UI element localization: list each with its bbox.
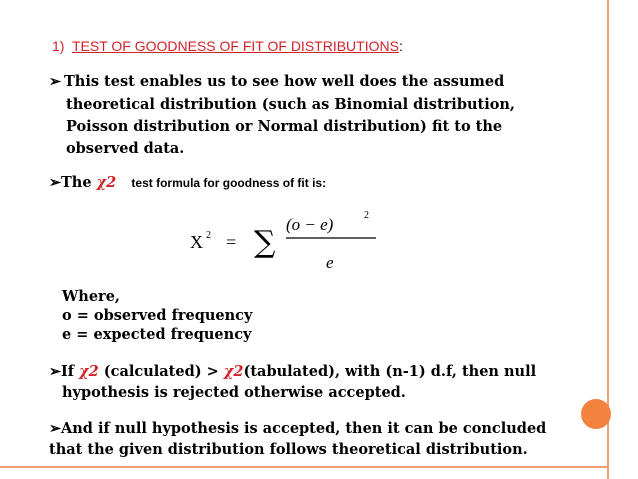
decision-tabulated: (tabulated), with (n-1) d.f, then null: [243, 363, 537, 380]
formula-equals: =: [226, 232, 237, 252]
where-o-definition: o = observed frequency: [62, 307, 253, 324]
conclusion-line-1: And if null hypothesis is accepted, then it can be concluded: [61, 420, 547, 437]
bullet-arrow-icon: ➢: [49, 363, 62, 380]
intro-line-3: Poisson distribution or Normal distribution) fit to the: [66, 118, 503, 135]
decision-calculated: (calculated) >: [103, 363, 219, 380]
formula-lead-the: The: [61, 174, 92, 191]
formula-lead-rest: test formula for goodness of fit is:: [131, 176, 327, 190]
bullet-arrow-icon: ➢: [49, 420, 62, 437]
chi-square-symbol: χ2: [96, 174, 117, 191]
slide-title: [52, 38, 403, 54]
formula-numerator: (o − e): [286, 215, 334, 234]
intro-line-2: theoretical distribution (such as Binomial distribution,: [66, 96, 515, 113]
formula-lhs-exponent: 2: [206, 230, 211, 241]
title-number: 1): [52, 38, 65, 54]
bullet-intro: [49, 72, 504, 91]
decorative-circle: [581, 399, 611, 429]
chi-square-symbol-calculated: χ2: [79, 363, 99, 380]
chi-square-formula: [150, 200, 410, 280]
bullet-formula-lead: [49, 173, 326, 193]
title-colon: :: [398, 38, 403, 54]
where-label: Where,: [62, 288, 120, 305]
conclusion-line-2: that the given distribution follows theoretical distribution.: [49, 441, 528, 458]
title-text: TEST OF GOODNESS OF FIT OF DISTRIBUTIONS: [71, 38, 399, 54]
decision-line-2: hypothesis is rejected otherwise accepted.: [62, 384, 406, 401]
intro-line-1: This test enables us to see how well does the assumed: [64, 73, 505, 90]
intro-line-4: observed data.: [66, 140, 185, 157]
where-e-definition: e = expected frequency: [62, 326, 252, 343]
bullet-arrow-icon: ➢: [49, 174, 62, 191]
chi-square-symbol-tabulated: χ2: [223, 363, 244, 380]
bullet-arrow-icon: ➢: [49, 73, 62, 90]
formula-lhs: X: [190, 232, 203, 252]
formula-denominator: e: [326, 253, 334, 272]
bullet-conclusion: [49, 419, 546, 438]
formula-sigma: ∑: [254, 225, 276, 260]
slide-border-bottom: [0, 466, 609, 468]
bullet-decision: [49, 362, 536, 381]
formula-numerator-exponent: 2: [364, 210, 369, 221]
decision-if: If: [61, 363, 75, 380]
